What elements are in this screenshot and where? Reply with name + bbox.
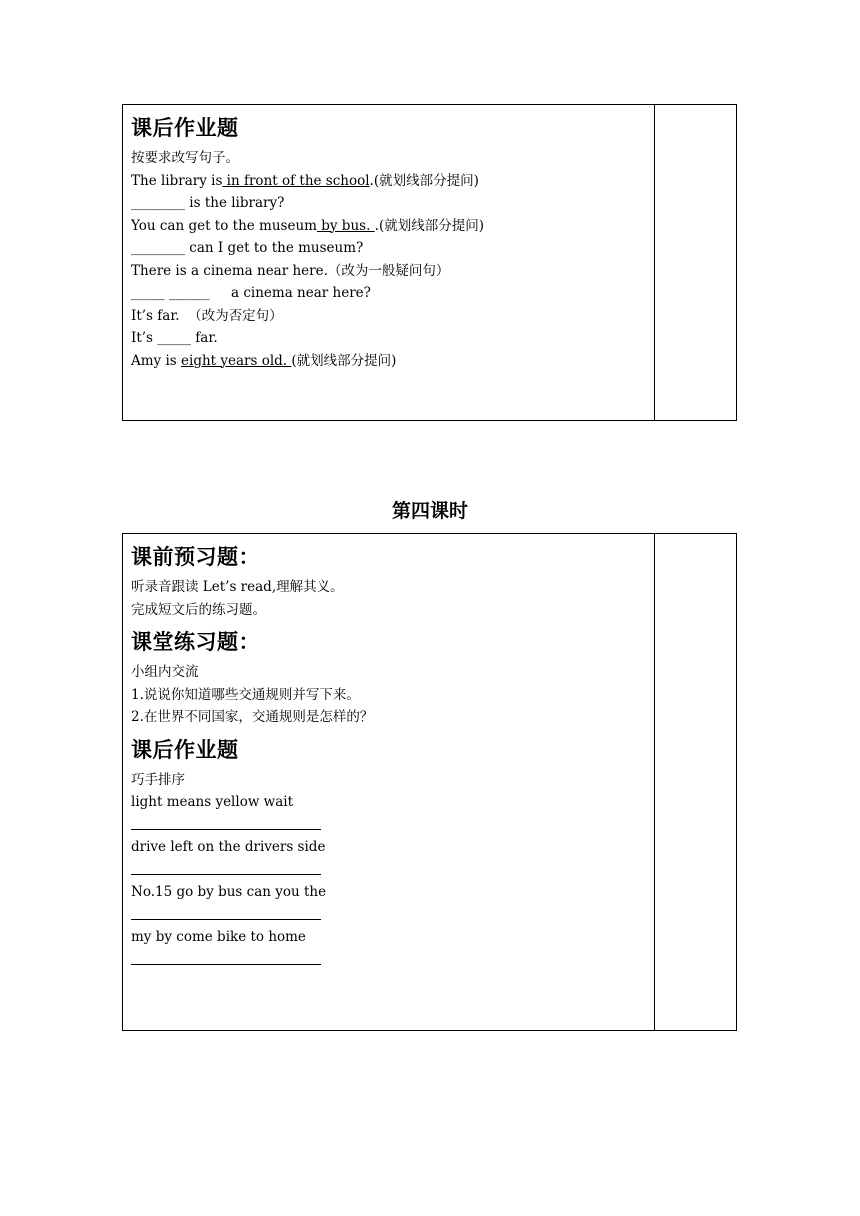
underlined-segment: by bus. [316,217,375,234]
exercise-line: It’s _____ far. [131,330,218,346]
sort-item-1: light means yellow wait [131,794,294,810]
exercise-line [131,350,646,373]
homework-heading-2: 课后作业题 [131,737,239,762]
sort-item-4: my by come bike to home [131,929,306,945]
exercise-line [131,215,646,238]
exercise-line: _____ ______ a cinema near here? [131,285,371,301]
homework-box-1-content [131,113,646,372]
answer-line-4 [131,949,646,972]
answer-line-3 [131,904,646,927]
underlined-segment: eight years old. [181,352,292,369]
sort-item-2: drive left on the drivers side [131,839,326,855]
answer-line-2 [131,859,646,882]
text-segment: .(就划线部分提问) [369,172,479,189]
text-segment: Amy is [131,352,182,369]
classwork-line-2: 1.说说你知道哪些交通规则并写下来。 [131,686,360,703]
exercise-line: ________ can I get to the museum? [131,240,364,256]
text-segment: .(就划线部分提问) [374,217,484,234]
answer-line-1 [131,814,646,837]
lesson-four-content [131,542,646,971]
exercise-line: 按要求改写句子。 [131,150,239,166]
exercise-line: There is a cinema near here.（改为一般疑问句） [131,262,450,279]
sort-title: 巧手排序 [131,771,185,788]
homework-box-1 [122,104,737,421]
exercise-line [131,170,646,193]
classwork-line-1: 小组内交流 [131,664,199,680]
classwork-heading: 课堂练习题： [131,630,260,654]
preview-line-1: 听录音跟读 Let’s read,理解其义。 [131,579,344,595]
exercise-line: ________ is the library? [131,195,285,211]
preview-heading: 课前预习题： [131,545,260,569]
text-segment: The library is [131,172,223,189]
homework-lines [131,147,646,372]
text-segment: (就划线部分提问) [291,352,397,369]
preview-line-2: 完成短文后的练习题。 [131,601,266,618]
sort-item-3: No.15 go by bus can you the [131,884,327,900]
text-segment: You can get to the museum [131,217,317,234]
classwork-line-3: 2.在世界不同国家，交通规则是怎样的？ [131,709,374,725]
column-divider [654,105,655,420]
homework-heading: 课后作业题 [131,116,239,140]
lesson-four-box [122,533,737,1031]
section-title: 第四课时 [391,500,468,522]
underlined-segment: in front of the school [222,172,370,189]
column-divider [654,534,655,1030]
exercise-line: It’s far. （改为否定句） [131,307,283,324]
